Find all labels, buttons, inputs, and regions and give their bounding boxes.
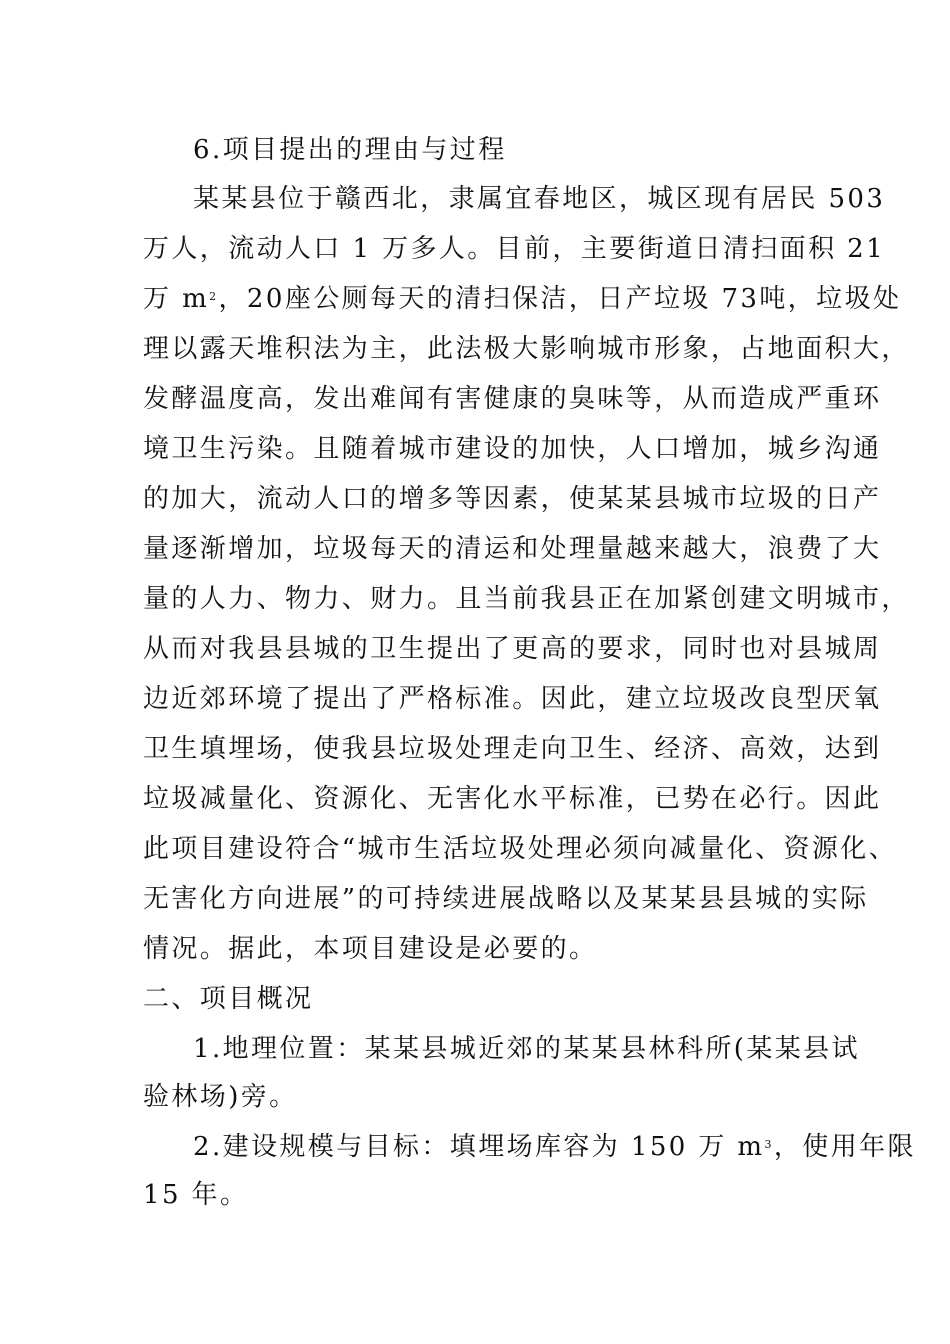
section-heading-2: 二、项目概况	[143, 984, 314, 1014]
paragraph-text: ，20座公厕每天的清扫保洁，日产垃圾 73吨，垃圾处	[218, 284, 902, 314]
paragraph-line-with-superscript	[143, 274, 901, 324]
list-item-text: ，使用年限	[773, 1132, 916, 1162]
paragraph-line: 从而对我县县城的卫生提出了更高的要求，同时也对县城周	[143, 634, 882, 664]
paragraph-line: 边近郊环境了提出了严格标准。因此，建立垃圾改良型厌氧	[143, 684, 882, 714]
list-item-line-with-superscript	[193, 1122, 916, 1172]
paragraph-line: 无害化方向进展”的可持续进展战略以及某某县县城的实际	[143, 884, 869, 914]
paragraph-line: 量逐渐增加，垃圾每天的清运和处理量越来越大，浪费了大	[143, 534, 882, 564]
paragraph-line: 万人，流动人口 1 万多人。目前，主要街道日清扫面积 21	[143, 234, 886, 264]
list-item-text: 2.建设规模与目标：填埋场库容为 150 万 m	[193, 1132, 765, 1162]
superscript: 3	[764, 1138, 774, 1151]
paragraph-text: 万 m	[143, 284, 210, 314]
list-item-line: 验林场)旁。	[143, 1082, 298, 1112]
paragraph-line: 理以露天堆积法为主，此法极大影响城市形象，占地面积大，	[143, 334, 910, 364]
paragraph-line: 某某县位于赣西北，隶属宜春地区，城区现有居民 503	[193, 184, 886, 214]
paragraph-line: 垃圾减量化、资源化、无害化水平标准，已势在必行。因此	[143, 784, 882, 814]
section-heading-6: 6.项目提出的理由与过程	[193, 135, 507, 165]
superscript: 2	[209, 290, 219, 303]
paragraph-line: 境卫生污染。且随着城市建设的加快，人口增加，城乡沟通	[143, 434, 882, 464]
paragraph-line: 量的人力、物力、财力。且当前我县正在加紧创建文明城市，	[143, 584, 910, 614]
paragraph-line: 卫生填埋场，使我县垃圾处理走向卫生、经济、高效，达到	[143, 734, 882, 764]
paragraph-line: 此项目建设符合“城市生活垃圾处理必须向减量化、资源化、	[143, 834, 898, 864]
list-item-line: 15 年。	[143, 1180, 249, 1210]
list-item-line: 1.地理位置：某某县城近郊的某某县林科所(某某县试	[193, 1034, 860, 1064]
paragraph-line: 的加大，流动人口的增多等因素，使某某县城市垃圾的日产	[143, 484, 882, 514]
paragraph-line: 发酵温度高，发出难闻有害健康的臭味等，从而造成严重环	[143, 384, 882, 414]
paragraph-line: 情况。据此，本项目建设是必要的。	[143, 934, 598, 964]
